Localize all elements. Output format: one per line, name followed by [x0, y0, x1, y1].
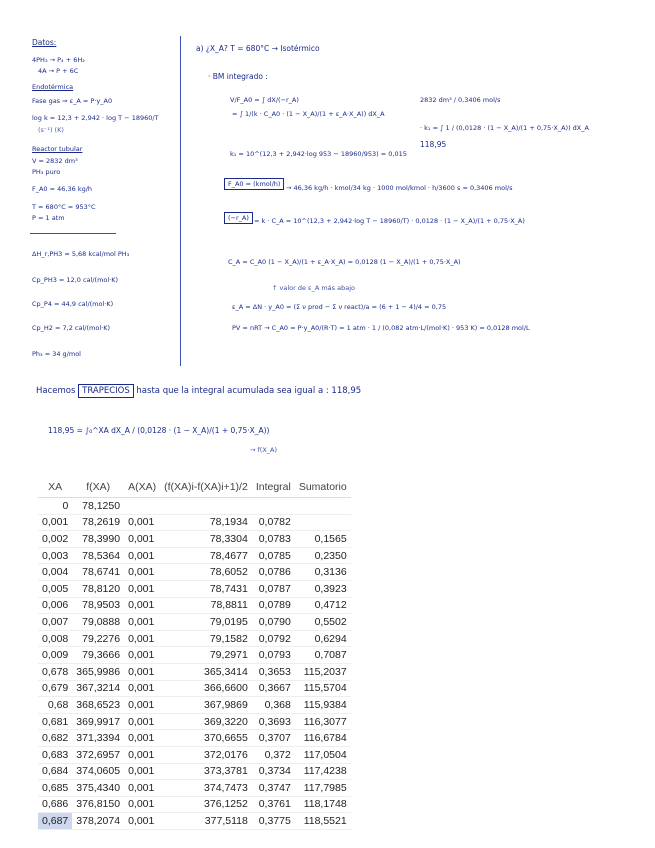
- table-cell[interactable]: [295, 514, 351, 531]
- table-cell[interactable]: 0,004: [38, 564, 72, 581]
- table-cell[interactable]: 376,1252: [160, 796, 252, 813]
- table-cell[interactable]: 0,1565: [295, 531, 351, 548]
- reaction-2: 4A → P + 6C: [38, 67, 79, 75]
- table-cell[interactable]: 0,008: [38, 630, 72, 647]
- molar-flow: F_A0 = 46,36 kg/h: [32, 185, 93, 193]
- table-cell[interactable]: 78,3990: [72, 531, 124, 548]
- table-cell[interactable]: 78,8120: [72, 580, 124, 597]
- table-cell[interactable]: 78,3304: [160, 531, 252, 548]
- table-cell[interactable]: 366,6600: [160, 680, 252, 697]
- table-cell[interactable]: 0,001: [124, 514, 160, 531]
- pure-feed: PH₃ puro: [32, 168, 61, 176]
- table-cell[interactable]: 0,684: [38, 763, 72, 780]
- header-fxa: f(XA): [72, 477, 124, 498]
- table-row: [38, 630, 351, 647]
- table-cell[interactable]: 78,1934: [160, 514, 252, 531]
- table-cell[interactable]: 367,3214: [72, 680, 124, 697]
- rate-constant-eq: log k = 12,3 + 2,942 · log T − 18960/T: [32, 114, 159, 122]
- table-row: [38, 580, 351, 597]
- table-cell[interactable]: 0,001: [124, 763, 160, 780]
- table-cell[interactable]: 369,9917: [72, 713, 124, 730]
- table-cell[interactable]: 0,683: [38, 746, 72, 763]
- table-cell[interactable]: 365,9986: [72, 663, 124, 680]
- table-row: [38, 514, 351, 531]
- table-cell[interactable]: 0,3136: [295, 564, 351, 581]
- table-cell[interactable]: 0,001: [124, 647, 160, 664]
- table-cell[interactable]: 0,3693: [252, 713, 295, 730]
- design-eq-ratio: 2832 dm³ / 0,3406 mol/s: [420, 96, 501, 104]
- temperature: T = 680°C = 953°C: [32, 203, 96, 211]
- table-row: [38, 614, 351, 631]
- table-cell[interactable]: 78,4677: [160, 547, 252, 564]
- table-cell[interactable]: 370,6655: [160, 730, 252, 747]
- table-cell[interactable]: 0,001: [124, 547, 160, 564]
- table-cell[interactable]: 0,3923: [295, 580, 351, 597]
- instruction-prefix: Hacemos: [36, 386, 76, 396]
- table-cell[interactable]: 0,006: [38, 597, 72, 614]
- table-cell[interactable]: 0,009: [38, 647, 72, 664]
- table-cell[interactable]: 0,001: [124, 663, 160, 680]
- table-cell[interactable]: 0,3775: [252, 813, 295, 830]
- table-cell[interactable]: 0,682: [38, 730, 72, 747]
- table-cell[interactable]: 0,685: [38, 780, 72, 797]
- table-cell[interactable]: 0,001: [124, 531, 160, 548]
- reaction-1: 4PH₃ → P₄ + 6H₂: [32, 56, 85, 64]
- data-title: Datos:: [32, 38, 57, 47]
- table-cell[interactable]: 0,001: [38, 514, 72, 531]
- table-row: [38, 796, 351, 813]
- table-row: [38, 564, 351, 581]
- question-a: a) ¿X_A? T = 680°C → Isotérmico: [196, 44, 320, 53]
- k1-calculation: k₁ = 10^(12,3 + 2,942·log 953 − 18960/953) = 0,015: [230, 150, 407, 158]
- table-cell[interactable]: 0,3761: [252, 796, 295, 813]
- trapezoid-table: [38, 477, 351, 830]
- table-cell[interactable]: 0,007: [38, 614, 72, 631]
- epsilon-calculation: ε_A = ΔN · y_A0 = (Σ ν prod − Σ ν react)/a = (6 + 1 − 4)/4 = 0,75: [232, 303, 447, 311]
- table-cell[interactable]: 79,0888: [72, 614, 124, 631]
- table-cell[interactable]: 0,679: [38, 680, 72, 697]
- instruction-text: [36, 386, 361, 396]
- table-cell[interactable]: 372,0176: [160, 746, 252, 763]
- table-cell[interactable]: 0,001: [124, 780, 160, 797]
- table-row: [38, 813, 351, 830]
- header-sum: Sumatorio: [295, 477, 351, 498]
- table-cell[interactable]: 0,001: [124, 614, 160, 631]
- table-cell[interactable]: 0,001: [124, 580, 160, 597]
- fa0-conversion: → 46,36 kg/h · kmol/34 kg · 1000 mol/kmol · h/3600 s = 0,3406 mol/s: [286, 184, 513, 192]
- table-cell[interactable]: 118,1748: [295, 796, 351, 813]
- rate-expression: = k · C_A = 10^(12,3 + 2,942·log T − 18960/T) · 0,0128 · (1 − X_A)/(1 + 0,75·X_A): [254, 217, 525, 225]
- table-cell[interactable]: 115,2037: [295, 663, 351, 680]
- design-eq-left: V/F_A0 = ∫ dX/(−r_A): [230, 96, 299, 104]
- trapezoid-box: TRAPECIOS: [78, 384, 134, 398]
- table-cell[interactable]: 78,1250: [72, 498, 124, 515]
- table-cell[interactable]: 0,005: [38, 580, 72, 597]
- design-eq-mid: = ∫ 1/(k · C_A0 · (1 − X_A)/(1 + ε_A·X_A)) dX_A: [232, 110, 385, 118]
- table-cell[interactable]: 115,9384: [295, 697, 351, 714]
- table-cell[interactable]: 0,001: [124, 813, 160, 830]
- table-cell[interactable]: [160, 498, 252, 515]
- table-cell[interactable]: 367,9869: [160, 697, 252, 714]
- table-cell[interactable]: 372,6957: [72, 746, 124, 763]
- table-cell[interactable]: [295, 498, 351, 515]
- table-cell[interactable]: 0,3734: [252, 763, 295, 780]
- header-axa: A(XA): [124, 477, 160, 498]
- table-cell[interactable]: 0,0785: [252, 547, 295, 564]
- table-cell[interactable]: 369,3220: [160, 713, 252, 730]
- table-cell[interactable]: 0,3747: [252, 780, 295, 797]
- table-cell[interactable]: 0,3667: [252, 680, 295, 697]
- ideal-gas-calculation: PV = nRT → C_A0 = P·y_A0/(R·T) = 1 atm · 1 / (0,082 atm·L/(mol·K) · 953 K) = 0,0128 mol/L: [232, 324, 530, 332]
- cp-h2: Cp_H2 = 7,2 cal/(mol·K): [32, 324, 110, 332]
- mass-balance-heading: · BM integrado :: [208, 72, 268, 81]
- table-cell[interactable]: 0,686: [38, 796, 72, 813]
- design-eq-right: · k₁ = ∫ 1 / (0,0128 · (1 − X_A)/(1 + 0,75·X_A)) dX_A: [420, 124, 589, 132]
- table-cell[interactable]: 368,6523: [72, 697, 124, 714]
- table-cell[interactable]: 0,001: [124, 746, 160, 763]
- table-cell[interactable]: 373,3781: [160, 763, 252, 780]
- table-cell[interactable]: 0,372: [252, 746, 295, 763]
- table-cell[interactable]: 0,7087: [295, 647, 351, 664]
- table-cell[interactable]: 0,001: [124, 796, 160, 813]
- table-cell[interactable]: 0,0793: [252, 647, 295, 664]
- header-integral: Integral: [252, 477, 295, 498]
- table-cell[interactable]: 374,7473: [160, 780, 252, 797]
- table-row: [38, 647, 351, 664]
- table-cell[interactable]: 0,4712: [295, 597, 351, 614]
- table-row: [38, 680, 351, 697]
- table-cell[interactable]: 79,2276: [72, 630, 124, 647]
- table-cell[interactable]: 0,0789: [252, 597, 295, 614]
- epsilon-note: ↑ valor de ε_A más abajo: [272, 284, 355, 292]
- table-cell[interactable]: 78,7431: [160, 580, 252, 597]
- table-row: [38, 531, 351, 548]
- table-cell[interactable]: 78,5364: [72, 547, 124, 564]
- table-row: [38, 547, 351, 564]
- table-cell[interactable]: 118,5521: [295, 813, 351, 830]
- table-row: [38, 697, 351, 714]
- table-cell[interactable]: 0,3707: [252, 730, 295, 747]
- table-cell[interactable]: 0,0787: [252, 580, 295, 597]
- table-row: [38, 730, 351, 747]
- table-cell[interactable]: 0,002: [38, 531, 72, 548]
- table-cell[interactable]: 0,001: [124, 630, 160, 647]
- header-xa: XA: [38, 477, 72, 498]
- table-cell[interactable]: 117,0504: [295, 746, 351, 763]
- table-cell[interactable]: 78,9503: [72, 597, 124, 614]
- table-cell[interactable]: 78,6052: [160, 564, 252, 581]
- table-cell[interactable]: 0,687: [38, 813, 72, 830]
- table-cell[interactable]: 0,001: [124, 713, 160, 730]
- table-cell[interactable]: 79,1582: [160, 630, 252, 647]
- table-cell[interactable]: 0,0790: [252, 614, 295, 631]
- integral-equation: 118,95 = ∫₀^XA dX_A / (0,0128 · (1 − X_A)/(1 + 0,75·X_A)): [48, 426, 270, 435]
- table-cell[interactable]: 0,2350: [295, 547, 351, 564]
- table-cell[interactable]: 78,6741: [72, 564, 124, 581]
- rate-constant-units: (s⁻¹) (K): [38, 126, 64, 134]
- reaction-enthalpy: ΔH_r,PH3 = 5,68 kcal/mol PH₃: [32, 250, 130, 258]
- section-divider: [30, 233, 116, 234]
- table-cell[interactable]: 0,681: [38, 713, 72, 730]
- table-cell[interactable]: 79,2971: [160, 647, 252, 664]
- table-cell[interactable]: 116,6784: [295, 730, 351, 747]
- table-row: [38, 746, 351, 763]
- instruction-suffix: hasta que la integral acumulada sea igual a : 118,95: [136, 386, 362, 396]
- cp-p4: Cp_P4 = 44,9 cal/(mol·K): [32, 300, 114, 308]
- table-cell[interactable]: 0,003: [38, 547, 72, 564]
- table-row: [38, 498, 351, 515]
- pressure: P = 1 atm: [32, 214, 65, 222]
- table-header-row: [38, 477, 351, 498]
- table-cell[interactable]: 79,3666: [72, 647, 124, 664]
- table-cell[interactable]: 365,3414: [160, 663, 252, 680]
- table-cell[interactable]: 117,4238: [295, 763, 351, 780]
- table-cell[interactable]: 117,7985: [295, 780, 351, 797]
- column-divider: [180, 36, 181, 366]
- table-cell[interactable]: [252, 498, 295, 515]
- endothermic-label: Endotérmica: [32, 83, 74, 91]
- concentration-eq: C_A = C_A0 (1 − X_A)/(1 + ε_A·X_A) = 0,0128 (1 − X_A)/(1 + 0,75·X_A): [228, 258, 461, 266]
- table-row: [38, 663, 351, 680]
- table-cell[interactable]: 0,368: [252, 697, 295, 714]
- table-cell[interactable]: 78,2619: [72, 514, 124, 531]
- table-cell[interactable]: 0,678: [38, 663, 72, 680]
- table-cell[interactable]: 0,001: [124, 697, 160, 714]
- table-row: [38, 713, 351, 730]
- table-cell[interactable]: 0,6294: [295, 630, 351, 647]
- molar-mass: Ph₃ = 34 g/mol: [32, 350, 81, 358]
- table-cell[interactable]: 0,3653: [252, 663, 295, 680]
- table-cell[interactable]: 0,001: [124, 564, 160, 581]
- table-cell[interactable]: 0,5502: [295, 614, 351, 631]
- table-cell[interactable]: 0,001: [124, 597, 160, 614]
- table-cell[interactable]: 0,0783: [252, 531, 295, 548]
- table-cell[interactable]: 378,2074: [72, 813, 124, 830]
- reactor-label: Reactor tubular: [32, 145, 83, 153]
- cp-ph3: Cp_PH3 = 12,0 cal/(mol·K): [32, 276, 119, 284]
- header-average: (f(XA)i-f(XA)i+1)/2: [160, 477, 252, 498]
- gas-phase-note: Fase gas ⇒ ε_A = P·y_A0: [32, 97, 113, 105]
- table-cell[interactable]: 116,3077: [295, 713, 351, 730]
- table-cell[interactable]: 78,8811: [160, 597, 252, 614]
- table-cell[interactable]: 0: [38, 498, 72, 515]
- table-cell[interactable]: 375,4340: [72, 780, 124, 797]
- table-cell[interactable]: 0,0786: [252, 564, 295, 581]
- reactor-volume: V = 2832 dm³: [32, 157, 78, 165]
- table-cell[interactable]: 79,0195: [160, 614, 252, 631]
- table-cell[interactable]: 0,68: [38, 697, 72, 714]
- table-cell[interactable]: 0,001: [124, 680, 160, 697]
- table-cell[interactable]: 377,5118: [160, 813, 252, 830]
- table-row: [38, 780, 351, 797]
- fa0-box: F_A0 = (kmol/h): [224, 178, 284, 190]
- rate-box: (−r_A): [224, 212, 253, 224]
- integrand-note: → f(X_A): [250, 446, 278, 454]
- table-cell[interactable]: 371,3394: [72, 730, 124, 747]
- table-cell[interactable]: 0,001: [124, 730, 160, 747]
- table-row: [38, 763, 351, 780]
- k1-result: 118,95: [420, 140, 447, 149]
- table-row: [38, 597, 351, 614]
- table-cell[interactable]: 115,5704: [295, 680, 351, 697]
- table-cell[interactable]: 0,0792: [252, 630, 295, 647]
- table-cell[interactable]: [124, 498, 160, 515]
- table-cell[interactable]: 374,0605: [72, 763, 124, 780]
- table-cell[interactable]: 376,8150: [72, 796, 124, 813]
- table-cell[interactable]: 0,0782: [252, 514, 295, 531]
